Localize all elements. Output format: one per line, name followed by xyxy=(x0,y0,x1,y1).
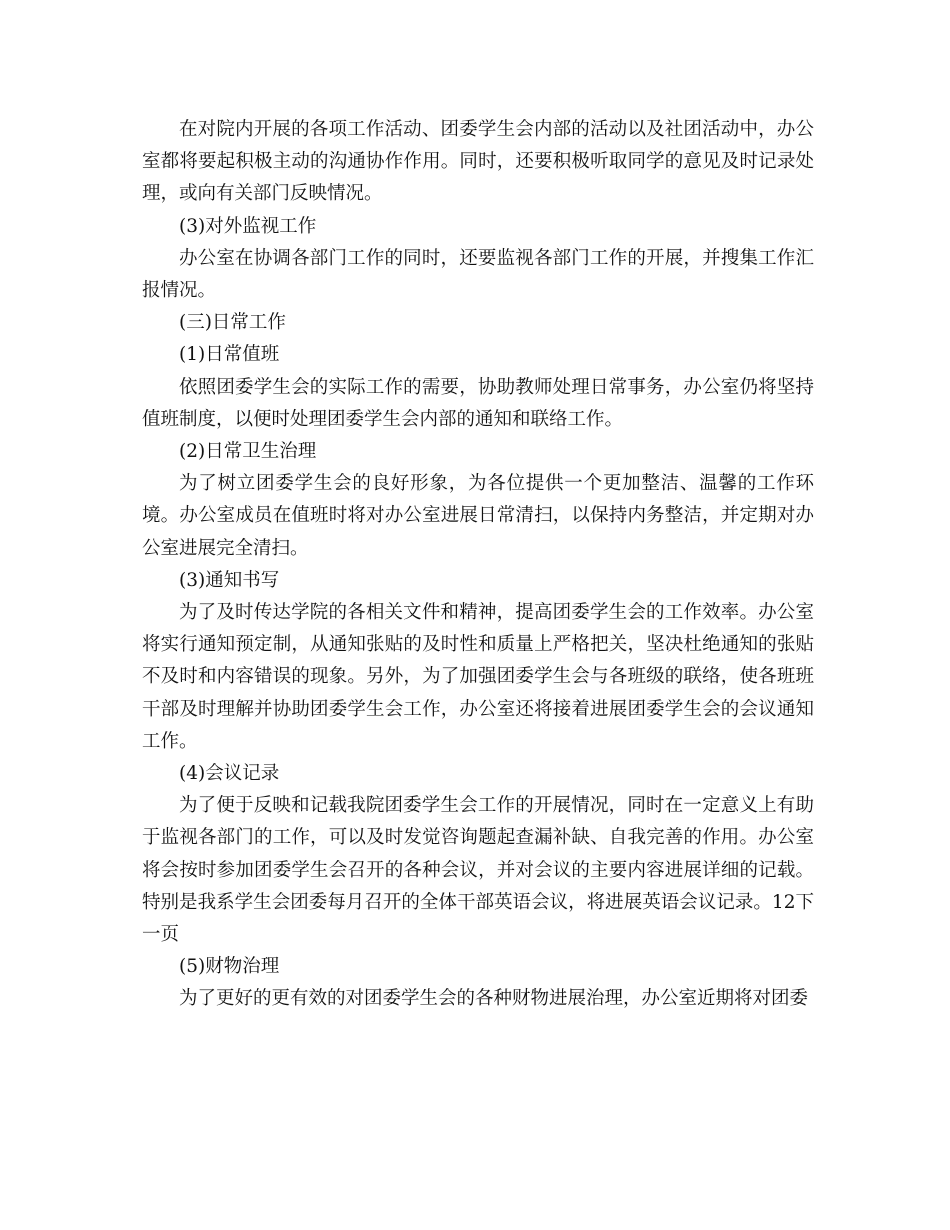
section-heading: (3)通知书写 xyxy=(179,569,280,591)
section-heading: (1)日常值班 xyxy=(179,344,280,366)
section-heading: (三)日常工作 xyxy=(179,312,286,334)
paragraph: 为了树立团委学生会的良好形象，为各位提供一个更加整洁、温馨的工作环境。办公室成员在值班时将对办公室进展日常清扫，以保持内务整洁，并定期对办公室进展完全清扫。 xyxy=(142,473,814,559)
section-heading: (4)会议记录 xyxy=(179,763,280,785)
paragraph: 为了及时传达学院的各相关文件和精神，提高团委学生会的工作效率。办公室将实行通知预定制，从通知张贴的及时性和质量上严格把关，坚决杜绝通知的张贴不及时和内容错误的现象。另外，为了加强团委学生会与各班级的联络，使各班班干部及时理解并协助团委学生会工作，办公室还将接着进展团委学生会的会议通知工作。 xyxy=(142,602,814,752)
paragraph: 为了便于反映和记载我院团委学生会工作的开展情况，同时在一定意义上有助于监视各部门的工作，可以及时发觉咨询题起查漏补缺、自我完善的作用。办公室将会按时参加团委学生会召开的各种会议，并对会议的主要内容进展详细的记载。特别是我系学生会团委每月召开的全体干部英语会议，将进展英语会议记录。12下一页 xyxy=(142,795,814,946)
paragraph: 依照团委学生会的实际工作的需要，协助教师处理日常事务，办公室仍将坚持值班制度，以便时处理团委学生会内部的通知和联络工作。 xyxy=(142,376,814,430)
paragraph: 办公室在协调各部门工作的同时，还要监视各部门工作的开展，并搜集工作汇报情况。 xyxy=(142,247,814,302)
paragraph: 为了更好的更有效的对团委学生会的各种财物进展治理，办公室近期将对团委 xyxy=(179,988,809,1010)
paragraph: 在对院内开展的各项工作活动、团委学生会内部的活动以及社团活动中，办公室都将要起积极主动的沟通协作作用。同时，还要积极听取同学的意见及时记录处理，或向有关部门反映情况。 xyxy=(142,119,814,205)
document-body xyxy=(142,114,814,1016)
section-heading: (5)财物治理 xyxy=(179,956,280,978)
section-heading: (3)对外监视工作 xyxy=(179,215,317,237)
section-heading: (2)日常卫生治理 xyxy=(179,441,317,463)
